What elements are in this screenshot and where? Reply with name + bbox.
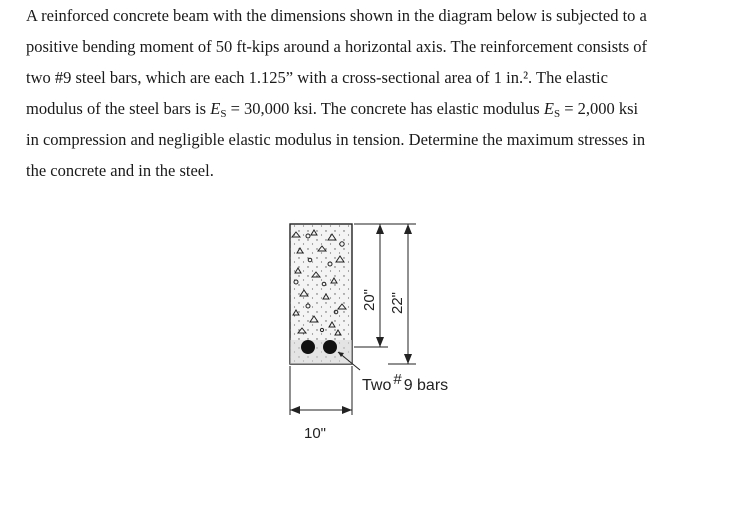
bars-label-two: Two: [362, 377, 392, 394]
steel-modulus-subscript: S: [220, 108, 227, 120]
problem-statement: [26, 0, 738, 186]
steel-bar-right: [323, 340, 337, 354]
bars-label-rest: 9 bars: [403, 377, 449, 394]
concrete-modulus-symbol: [544, 99, 560, 118]
problem-line-6: the concrete and in the steel.: [26, 161, 214, 180]
problem-line-3: two #9 steel bars, which are each 1.125” with a cross-sectional area of 1 in.². The elastic: [26, 68, 608, 87]
depth-20-arrow-top: [376, 224, 384, 234]
width-10-arrow-right: [342, 406, 352, 414]
problem-line-4-part-b: = 30,000 ksi. The concrete has elastic modulus: [226, 99, 544, 118]
bars-label: [362, 371, 448, 394]
problem-line-4-part-c: = 2,000 ksi: [560, 99, 639, 118]
problem-line-4-part-a: modulus of the steel bars is: [26, 99, 211, 118]
problem-line-2: positive bending moment of 50 ft-kips around a horizontal axis. The reinforcement consists of: [26, 37, 648, 56]
problem-line-5: in compression and negligible elastic modulus in tension. Determine the maximum stresses in: [26, 130, 646, 149]
problem-line-1: A reinforced concrete beam with the dimensions shown in the diagram below is subjected to a: [26, 6, 647, 25]
depth-dimension-20: [354, 224, 388, 347]
width-10-arrow-left: [290, 406, 300, 414]
beam-cross-section-svg: [270, 210, 510, 470]
width-dimension-10-label: 10": [304, 425, 327, 442]
height-22-arrow-top: [404, 224, 412, 234]
depth-20-arrow-bottom: [376, 337, 384, 347]
height-dimension-22-label: 22": [389, 291, 406, 314]
problem-line-4: [26, 93, 738, 124]
depth-dimension-20-label: 20": [361, 288, 378, 311]
bars-label-hash: #: [393, 371, 402, 388]
steel-modulus-symbol-e: E: [210, 99, 221, 118]
height-22-arrow-bottom: [404, 354, 412, 364]
beam-cross-section-figure: [270, 210, 510, 470]
bottom-cover-zone: [290, 340, 352, 364]
steel-modulus-symbol: [210, 99, 226, 118]
concrete-modulus-subscript: S: [553, 108, 561, 120]
steel-bar-left: [301, 340, 315, 354]
concrete-modulus-symbol-e: E: [543, 99, 554, 118]
